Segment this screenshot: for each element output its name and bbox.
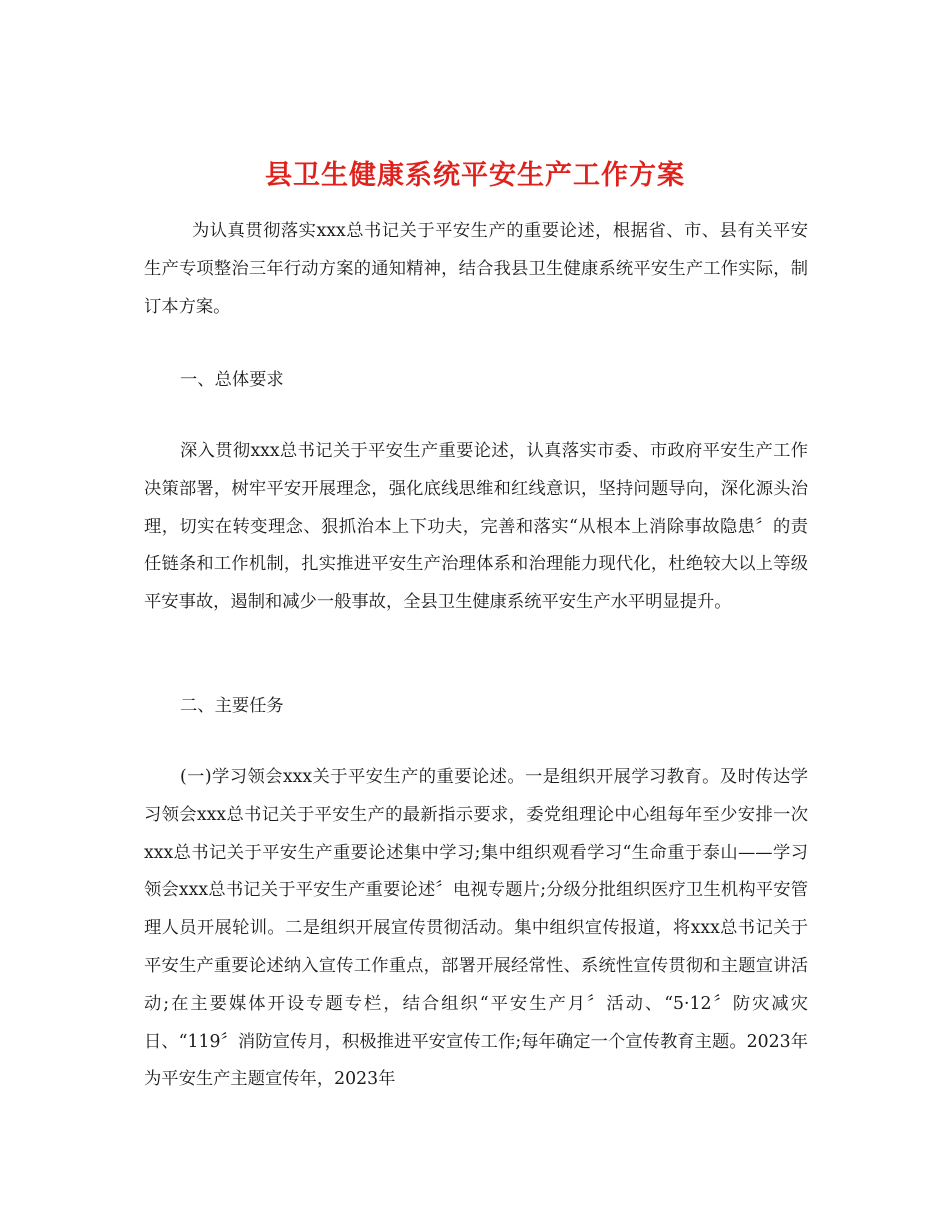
section-heading-main-tasks: 二、主要任务 — [180, 696, 284, 716]
section-body-main-tasks: (一)学习领会xxx关于平安生产的重要论述。一是组织开展学习教育。及时传达学习领会xxx总书记关于平安生产的最新指示要求，委党组理论中心组每年至少安排一次xxx总书记关于平安生产重要论述集中学习;集中组织观看学习“生命重于泰山——学习领会xxx总书记关于平安生产重要论述〞电视专题片;分级分批组织医疗卫生机构平安管理人员开展轮训。二是组织开展宣传贯彻活动。集中组织宣传报道，将xxx总书记关于平安生产重要论述纳入宣传工作重点，部署开展经常性、系统性宣传贯彻和主题宣讲活动;在主要媒体开设专题专栏，结合组织“平安生产月〞活动、“5·12〞防灾减灾日、“119〞消防宣传月，积极推进平安宣传工作;每年确定一个宣传教育主题。2023年为平安生产主题宣传年，2023年 — [144, 767, 808, 1090]
section-body-general-requirements: 深入贯彻xxx总书记关于平安生产重要论述，认真落实市委、市政府平安生产工作决策部署，树牢平安开展理念，强化底线思维和红线意识，坚持问题导向，深化源头治理，切实在转变理念、狠抓治本上下功夫，完善和落实“从根本上消除事故隐患〞的责任链条和工作机制，扎实推进平安生产治理体系和治理能力现代化，杜绝较大以上等级平安事故，遏制和减少一般事故，全县卫生健康系统平安生产水平明显提升。 — [144, 441, 808, 613]
intro-paragraph: 为认真贯彻落实xxx总书记关于平安生产的重要论述，根据省、市、县有关平安生产专项整治三年行动方案的通知精神，结合我县卫生健康系统平安生产工作实际，制订本方案。 — [144, 221, 808, 317]
section-heading-general-requirements: 一、总体要求 — [180, 370, 284, 390]
document-title: 县卫生健康系统平安生产工作方案 — [265, 160, 685, 192]
